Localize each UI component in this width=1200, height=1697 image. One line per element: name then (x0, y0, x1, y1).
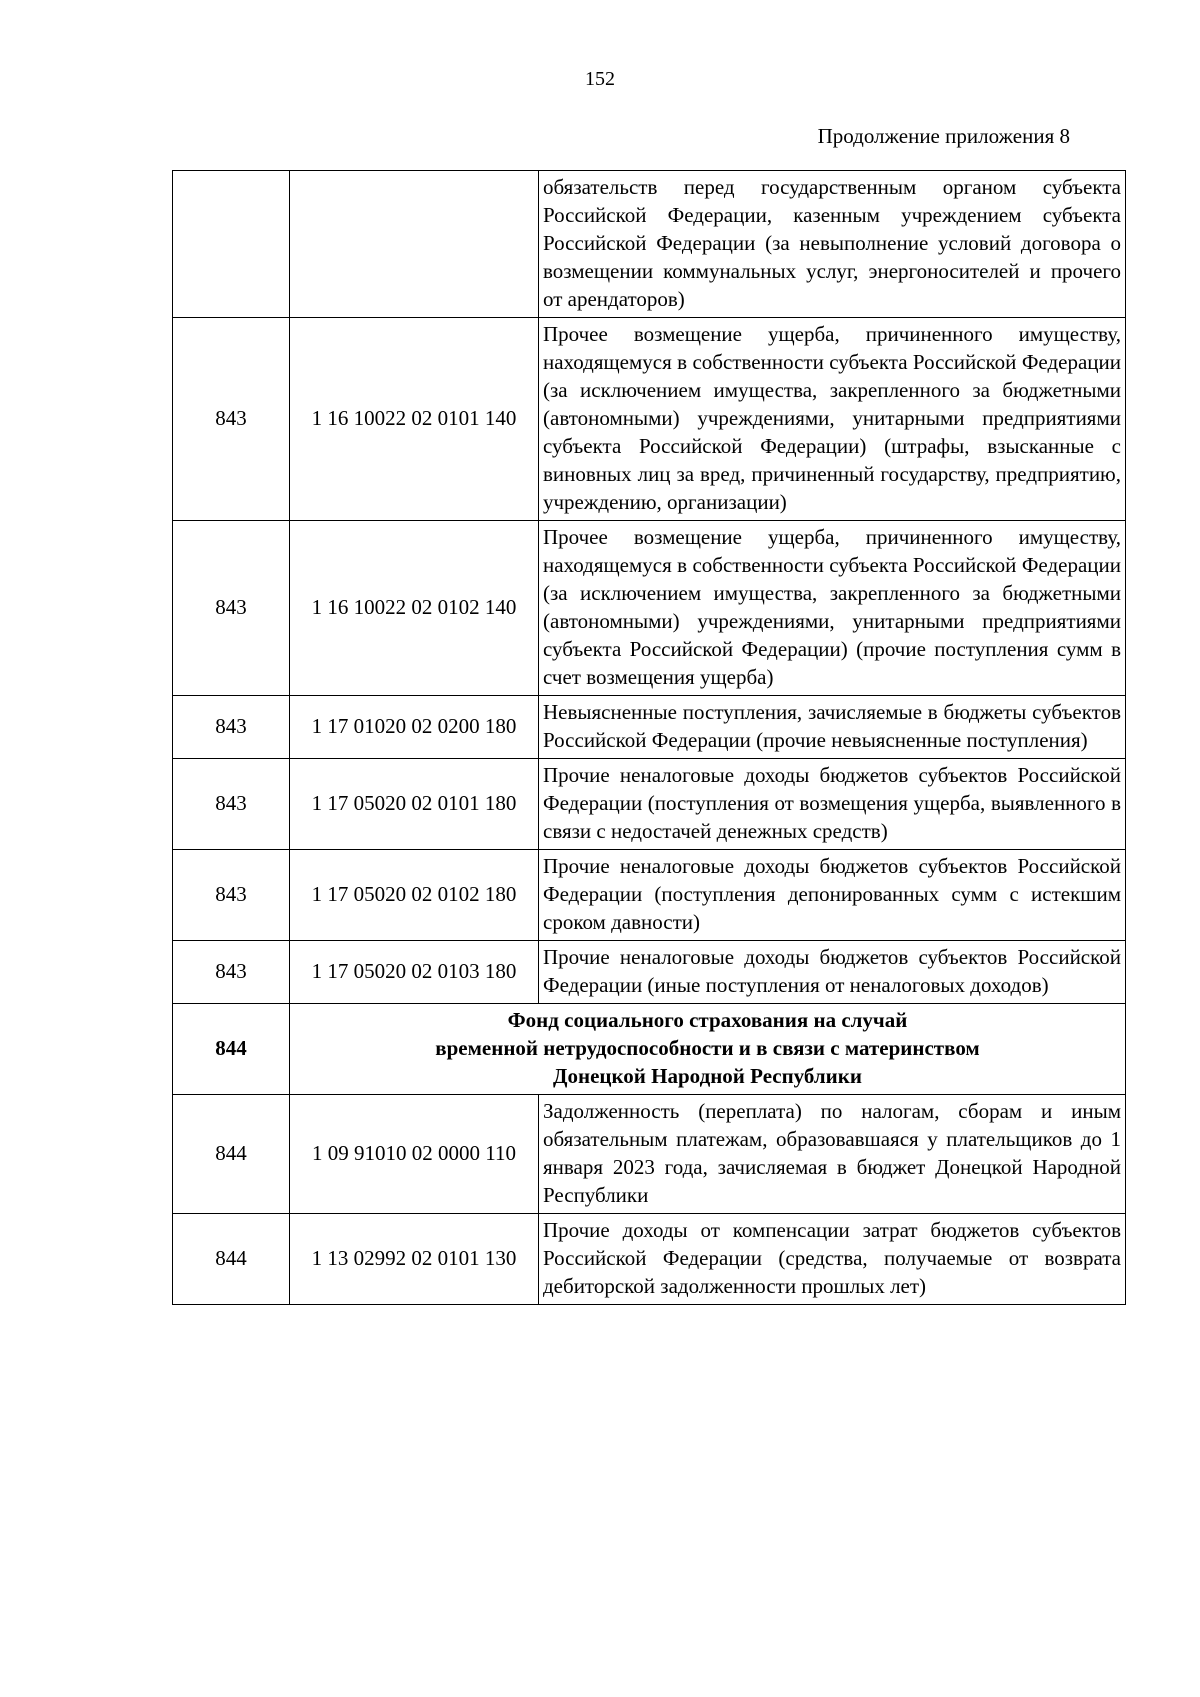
table-row (173, 1095, 1126, 1214)
section-title-line: Донецкой Народной Республики (553, 1064, 862, 1088)
admin-code-cell: 843 (173, 521, 290, 696)
description-cell: Прочее возмещение ущерба, причиненного имуществу, находящемуся в собственности субъекта Российской Федерации (за исключением имущества, закрепленного за бюджетными (автономными) учреждениями, унитарными предприятиями субъекта Российской Федерации) (прочие поступления сумм в счет возмещения ущерба) (539, 521, 1126, 696)
section-admin-code-cell: 844 (173, 1004, 290, 1095)
kbk-code-cell: 1 17 01020 02 0200 180 (290, 696, 539, 759)
table-row (173, 759, 1126, 850)
description-cell: Прочие неналоговые доходы бюджетов субъектов Российской Федерации (поступления депонированных сумм с истекшим сроком давности) (539, 850, 1126, 941)
section-header-row (173, 1004, 1126, 1095)
description-cell: Прочие неналоговые доходы бюджетов субъектов Российской Федерации (иные поступления от неналоговых доходов) (539, 941, 1126, 1004)
kbk-code-cell: 1 16 10022 02 0101 140 (290, 318, 539, 521)
description-cell: Невыясненные поступления, зачисляемые в бюджеты субъектов Российской Федерации (прочие невыясненные поступления) (539, 696, 1126, 759)
admin-code-cell: 843 (173, 318, 290, 521)
description-cell: Задолженность (переплата) по налогам, сборам и иным обязательным платежам, образовавшаяся у плательщиков до 1 января 2023 года, зачисляемая в бюджет Донецкой Народной Республики (539, 1095, 1126, 1214)
page-number: 152 (585, 68, 615, 90)
description-cell: Прочие доходы от компенсации затрат бюджетов субъектов Российской Федерации (средства, получаемые от возврата дебиторской задолженности прошлых лет) (539, 1214, 1126, 1305)
admin-code-cell: 844 (173, 1095, 290, 1214)
kbk-code-cell: 1 17 05020 02 0101 180 (290, 759, 539, 850)
kbk-code-cell: 1 09 91010 02 0000 110 (290, 1095, 539, 1214)
table-row (173, 318, 1126, 521)
admin-code-cell: 843 (173, 759, 290, 850)
description-cell: Прочие неналоговые доходы бюджетов субъектов Российской Федерации (поступления от возмещения ущерба, выявленного в связи с недостачей денежных средств) (539, 759, 1126, 850)
appendix-continuation-label: Продолжение приложения 8 (817, 124, 1070, 148)
kbk-code-cell: 1 13 02992 02 0101 130 (290, 1214, 539, 1305)
kbk-code-cell (290, 171, 539, 318)
section-title-line: Фонд социального страхования на случай (507, 1008, 908, 1032)
table-row (173, 521, 1126, 696)
description-cell: Прочее возмещение ущерба, причиненного имуществу, находящемуся в собственности субъекта Российской Федерации (за исключением имущества, закрепленного за бюджетными (автономными) учреждениями, унитарными предприятиями субъекта Российской Федерации) (штрафы, взысканные с виновных лиц за вред, причиненный государству, предприятию, учреждению, организации) (539, 318, 1126, 521)
kbk-code-cell: 1 16 10022 02 0102 140 (290, 521, 539, 696)
admin-code-cell: 844 (173, 1214, 290, 1305)
table-row (173, 850, 1126, 941)
kbk-code-cell: 1 17 05020 02 0102 180 (290, 850, 539, 941)
section-title-cell (290, 1004, 1126, 1095)
description-cell: обязательств перед государственным органом субъекта Российской Федерации, казенным учреждением субъекта Российской Федерации (за невыполнение условий договора о возмещении коммунальных услуг, энергоносителей и прочего от арендаторов) (539, 171, 1126, 318)
admin-code-cell: 843 (173, 941, 290, 1004)
section-title-line: временной нетрудоспособности и в связи с материнством (435, 1036, 980, 1060)
budget-codes-table (172, 170, 1126, 1305)
admin-code-cell: 843 (173, 850, 290, 941)
table-row (173, 696, 1126, 759)
table-row (173, 171, 1126, 318)
kbk-code-cell: 1 17 05020 02 0103 180 (290, 941, 539, 1004)
admin-code-cell (173, 171, 290, 318)
table-row (173, 941, 1126, 1004)
table-row (173, 1214, 1126, 1305)
admin-code-cell: 843 (173, 696, 290, 759)
